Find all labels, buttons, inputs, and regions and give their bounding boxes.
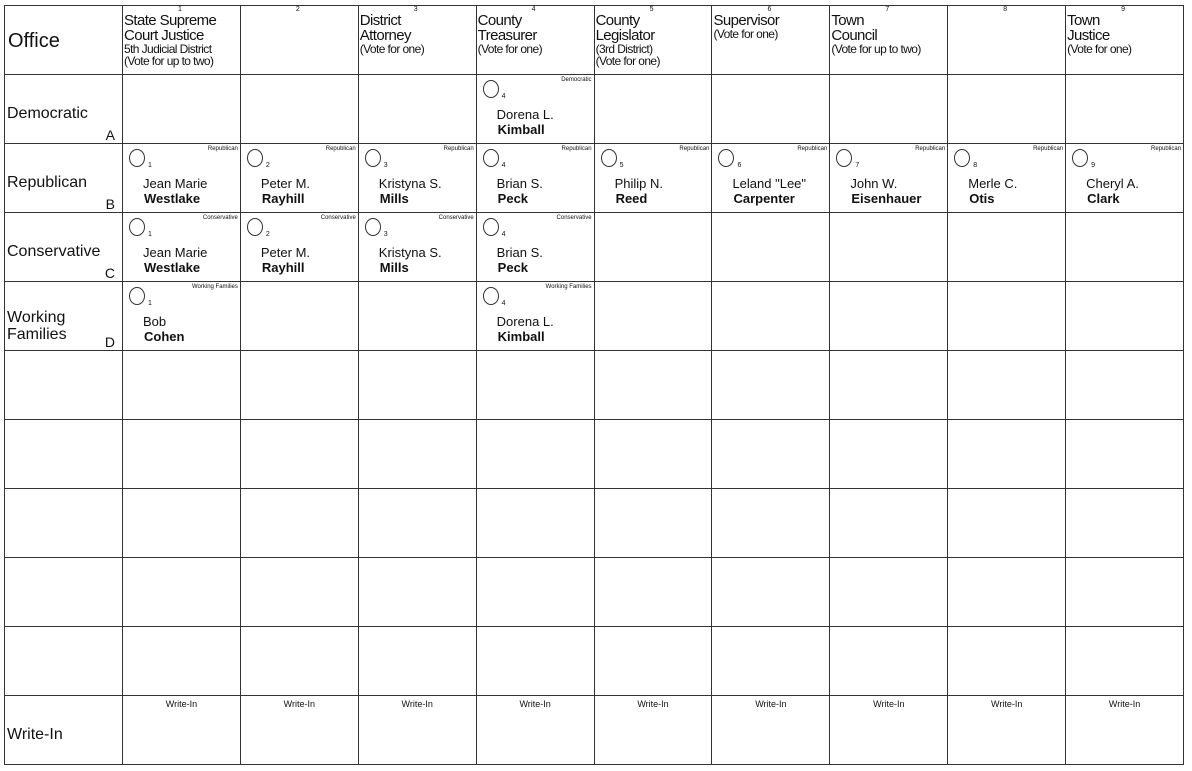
empty-cell	[712, 351, 830, 420]
party-name-line: Working	[7, 309, 66, 326]
empty-cell	[830, 213, 948, 282]
empty-cell	[5, 351, 123, 420]
party-name	[7, 243, 100, 260]
position-number: 2	[265, 162, 270, 169]
office-title: Justice	[1067, 27, 1110, 44]
party-label: Republican	[1150, 146, 1182, 152]
empty-cell	[358, 75, 476, 144]
party-label: Working Families	[191, 284, 238, 290]
empty-cell	[123, 75, 241, 144]
candidate-last-name: Kimball	[497, 122, 545, 137]
empty-cell	[712, 420, 830, 489]
empty-cell	[358, 420, 476, 489]
office-column-header	[476, 6, 594, 75]
empty-cell	[712, 213, 830, 282]
party-row	[5, 75, 1184, 144]
office-column-header	[1066, 6, 1184, 75]
office-title: Town	[831, 12, 864, 29]
vote-bubble[interactable]	[129, 218, 145, 236]
candidate-first-name: Kristyna S.	[378, 245, 442, 260]
empty-cell	[712, 75, 830, 144]
candidate-cell	[240, 144, 358, 213]
candidate-first-name: Brian S.	[496, 176, 543, 191]
position-number: 4	[501, 162, 506, 169]
position-number: 3	[383, 231, 388, 238]
candidate-last-name: Westlake	[144, 260, 201, 275]
candidate-cell	[712, 144, 830, 213]
position-number: 8	[973, 162, 978, 169]
empty-cell	[5, 558, 123, 627]
position-number: 2	[265, 231, 270, 238]
candidate-cell	[123, 144, 241, 213]
party-name-line: Democratic	[7, 105, 88, 122]
position-number: 4	[501, 231, 506, 238]
write-in-cell[interactable]	[948, 696, 1066, 765]
vote-bubble[interactable]	[247, 218, 263, 236]
candidate-first-name: Merle C.	[968, 176, 1018, 191]
office-title: State Supreme	[124, 12, 217, 29]
blank-row	[5, 489, 1184, 558]
candidate-last-name: Kimball	[497, 329, 545, 344]
party-name-line: Republican	[7, 174, 88, 191]
vote-bubble[interactable]	[483, 80, 499, 98]
ballot-table	[4, 5, 1184, 765]
party-name-line: Families	[7, 326, 67, 343]
empty-cell	[594, 558, 712, 627]
empty-cell	[123, 627, 241, 696]
position-number: 5	[619, 162, 624, 169]
empty-cell	[476, 558, 594, 627]
candidate-first-name: Peter M.	[260, 176, 311, 191]
position-number: 6	[737, 162, 742, 169]
vote-bubble[interactable]	[365, 218, 381, 236]
party-label: Conservative	[202, 215, 238, 221]
party-name	[7, 309, 67, 343]
position-number: 1	[148, 162, 152, 169]
write-in-cell[interactable]	[123, 696, 241, 765]
column-number: 6	[767, 6, 772, 13]
party-name	[7, 174, 87, 191]
column-number: 3	[413, 6, 418, 13]
write-in-cell[interactable]	[358, 696, 476, 765]
empty-cell	[5, 420, 123, 489]
office-title-block	[713, 13, 779, 40]
party-name-cell	[5, 282, 123, 351]
empty-cell	[594, 213, 712, 282]
party-name-line: Conservative	[7, 243, 101, 260]
empty-cell	[594, 489, 712, 558]
write-in-label: Write-In	[283, 699, 315, 709]
party-label: Democratic	[561, 77, 592, 83]
write-in-row	[5, 696, 1184, 765]
vote-bubble[interactable]	[836, 149, 852, 167]
empty-cell	[476, 489, 594, 558]
candidate-cell	[476, 144, 594, 213]
empty-cell	[5, 489, 123, 558]
empty-cell	[594, 351, 712, 420]
candidate-last-name: Rayhill	[261, 191, 305, 206]
empty-cell	[240, 558, 358, 627]
column-number: 8	[1003, 6, 1008, 13]
office-column-header	[123, 6, 241, 75]
blank-row	[5, 420, 1184, 489]
candidate-first-name: Jean Marie	[143, 245, 208, 260]
empty-cell	[476, 420, 594, 489]
office-title: Town	[1067, 12, 1100, 29]
candidate-last-name: Peck	[497, 191, 529, 206]
blank-row	[5, 351, 1184, 420]
empty-cell	[830, 489, 948, 558]
write-in-cell[interactable]	[476, 696, 594, 765]
office-column-header	[240, 6, 358, 75]
empty-cell	[240, 282, 358, 351]
ballot	[4, 5, 1183, 766]
empty-cell	[830, 75, 948, 144]
empty-cell	[830, 282, 948, 351]
office-title-block	[360, 13, 424, 55]
empty-cell	[1066, 489, 1184, 558]
candidate-first-name: Bob	[143, 314, 167, 329]
empty-cell	[1066, 351, 1184, 420]
write-in-row-label-cell	[5, 696, 123, 765]
candidate-last-name: Otis	[969, 191, 995, 206]
party-label: Working Families	[545, 284, 592, 290]
office-title-block	[124, 13, 216, 67]
candidate-cell	[240, 213, 358, 282]
position-number: 3	[383, 162, 388, 169]
party-label: Conservative	[556, 215, 592, 221]
empty-cell	[830, 420, 948, 489]
empty-cell	[948, 489, 1066, 558]
candidate-cell	[476, 282, 594, 351]
position-number: 1	[148, 300, 152, 307]
column-number: 4	[531, 6, 536, 13]
candidate-first-name: Jean Marie	[143, 176, 208, 191]
party-label: Republican	[797, 146, 828, 152]
empty-cell	[948, 213, 1066, 282]
office-subtitle: (Vote for up to two)	[831, 42, 921, 56]
candidate-first-name: Philip N.	[614, 176, 663, 191]
write-in-label: Write-In	[519, 699, 551, 709]
candidate-cell	[948, 144, 1066, 213]
empty-cell	[948, 558, 1066, 627]
empty-cell	[476, 627, 594, 696]
party-label: Republican	[915, 146, 946, 152]
vote-bubble[interactable]	[129, 287, 145, 305]
office-title-block	[596, 13, 660, 67]
party-label: Conservative	[438, 215, 474, 221]
candidate-cell	[830, 144, 948, 213]
party-label: Republican	[561, 146, 592, 152]
empty-cell	[948, 420, 1066, 489]
vote-bubble[interactable]	[365, 149, 381, 167]
office-header-cell	[5, 6, 123, 75]
party-row-letter: C	[104, 265, 115, 281]
candidate-first-name: Dorena L.	[496, 107, 554, 122]
office-title-block	[831, 13, 920, 55]
candidate-cell	[594, 144, 712, 213]
empty-cell	[358, 351, 476, 420]
blank-row	[5, 558, 1184, 627]
office-subtitle: (Vote for one)	[477, 42, 542, 56]
write-in-label: Write-In	[1108, 699, 1141, 709]
empty-cell	[594, 282, 712, 351]
position-number: 9	[1091, 162, 1096, 169]
empty-cell	[594, 75, 712, 144]
empty-cell	[948, 75, 1066, 144]
write-in-label: Write-In	[873, 699, 905, 709]
empty-cell	[1066, 420, 1184, 489]
write-in-row-label: Write-In	[7, 726, 63, 743]
office-title-block	[1067, 13, 1131, 55]
empty-cell	[123, 489, 241, 558]
write-in-label: Write-In	[991, 699, 1023, 709]
candidate-cell	[358, 144, 476, 213]
candidate-last-name: Mills	[379, 260, 409, 275]
empty-cell	[594, 420, 712, 489]
candidate-last-name: Westlake	[144, 191, 201, 206]
party-label: Conservative	[320, 215, 356, 221]
empty-cell	[830, 351, 948, 420]
candidate-first-name: Peter M.	[260, 245, 311, 260]
office-title: County	[477, 12, 522, 29]
candidate-cell	[476, 213, 594, 282]
empty-cell	[358, 627, 476, 696]
office-column-header	[594, 6, 712, 75]
candidate-cell	[123, 282, 241, 351]
vote-bubble[interactable]	[483, 218, 499, 236]
office-subtitle: (Vote for one)	[595, 54, 660, 68]
candidate-last-name: Mills	[379, 191, 409, 206]
position-number: 4	[501, 300, 506, 307]
empty-cell	[358, 489, 476, 558]
empty-cell	[358, 282, 476, 351]
party-label: Republican	[1033, 146, 1064, 152]
empty-cell	[712, 558, 830, 627]
office-title: County	[595, 12, 640, 29]
empty-cell	[1066, 75, 1184, 144]
party-row-letter: D	[104, 334, 115, 350]
candidate-last-name: Eisenhauer	[851, 191, 922, 206]
empty-cell	[123, 558, 241, 627]
empty-cell	[712, 627, 830, 696]
empty-cell	[948, 282, 1066, 351]
party-label: Republican	[207, 146, 238, 152]
party-row-letter: B	[105, 196, 115, 212]
candidate-cell	[1066, 144, 1184, 213]
party-name-cell	[5, 75, 123, 144]
empty-cell	[240, 351, 358, 420]
vote-bubble[interactable]	[601, 149, 617, 167]
write-in-cell[interactable]	[1066, 696, 1184, 765]
column-number: 5	[649, 6, 654, 13]
empty-cell	[123, 351, 241, 420]
empty-cell	[240, 489, 358, 558]
candidate-last-name: Peck	[497, 260, 529, 275]
empty-cell	[830, 558, 948, 627]
party-row	[5, 282, 1184, 351]
header-row	[5, 6, 1184, 75]
office-subtitle: (Vote for one)	[713, 27, 778, 41]
position-number: 1	[148, 231, 152, 238]
party-row	[5, 213, 1184, 282]
office-title: Legislator	[595, 27, 655, 44]
office-subtitle: 5th Judicial District	[124, 42, 212, 56]
candidate-last-name: Rayhill	[261, 260, 305, 275]
candidate-first-name: John W.	[850, 176, 898, 191]
vote-bubble[interactable]	[1072, 149, 1088, 167]
empty-cell	[712, 489, 830, 558]
write-in-label: Write-In	[401, 699, 433, 709]
vote-bubble[interactable]	[129, 149, 145, 167]
empty-cell	[240, 75, 358, 144]
empty-cell	[240, 627, 358, 696]
candidate-first-name: Cheryl A.	[1086, 176, 1139, 191]
vote-bubble[interactable]	[247, 149, 263, 167]
party-row-letter: A	[105, 127, 115, 143]
office-subtitle: (Vote for one)	[1067, 42, 1132, 56]
candidate-last-name: Clark	[1087, 191, 1120, 206]
party-label: Republican	[325, 146, 356, 152]
candidate-last-name: Reed	[615, 191, 648, 206]
candidate-cell	[358, 213, 476, 282]
write-in-label: Write-In	[165, 699, 198, 709]
empty-cell	[1066, 627, 1184, 696]
empty-cell	[594, 627, 712, 696]
write-in-cell[interactable]	[830, 696, 948, 765]
office-title: Supervisor	[713, 12, 780, 29]
party-name-cell	[5, 213, 123, 282]
office-subtitle: (3rd District)	[595, 42, 653, 56]
party-name-cell	[5, 144, 123, 213]
office-label: Office	[8, 30, 60, 52]
office-subtitle: (Vote for one)	[359, 42, 425, 56]
empty-cell	[1066, 213, 1184, 282]
office-title-block	[478, 13, 542, 55]
candidate-cell	[123, 213, 241, 282]
write-in-label: Write-In	[755, 699, 787, 709]
office-column-header	[358, 6, 476, 75]
empty-cell	[476, 351, 594, 420]
empty-cell	[830, 627, 948, 696]
party-label: Republican	[679, 146, 710, 152]
write-in-cell[interactable]	[594, 696, 712, 765]
candidate-first-name: Leland "Lee"	[732, 176, 807, 191]
party-label: Republican	[443, 146, 474, 152]
party-row	[5, 144, 1184, 213]
empty-cell	[1066, 282, 1184, 351]
empty-cell	[948, 351, 1066, 420]
write-in-label: Write-In	[637, 699, 669, 709]
office-column-header	[830, 6, 948, 75]
party-name	[7, 105, 88, 122]
office-title: District	[359, 12, 401, 29]
empty-cell	[5, 627, 123, 696]
write-in-cell[interactable]	[240, 696, 358, 765]
column-number: 2	[295, 6, 300, 13]
office-column-header	[712, 6, 830, 75]
vote-bubble[interactable]	[954, 149, 970, 167]
office-subtitle: (Vote for up to two)	[124, 54, 214, 68]
office-title: Council	[831, 27, 878, 44]
empty-cell	[240, 420, 358, 489]
position-number: 7	[855, 162, 860, 169]
candidate-last-name: Carpenter	[733, 191, 795, 206]
write-in-cell[interactable]	[712, 696, 830, 765]
column-number: 7	[885, 6, 890, 13]
candidate-last-name: Cohen	[144, 329, 185, 344]
vote-bubble[interactable]	[483, 287, 499, 305]
office-title: Attorney	[359, 27, 411, 44]
position-number: 4	[501, 93, 506, 100]
vote-bubble[interactable]	[483, 149, 499, 167]
office-title: Treasurer	[477, 27, 537, 44]
candidate-first-name: Kristyna S.	[378, 176, 442, 191]
column-number: 9	[1121, 6, 1126, 13]
candidate-first-name: Dorena L.	[496, 314, 554, 329]
vote-bubble[interactable]	[718, 149, 734, 167]
empty-cell	[358, 558, 476, 627]
candidate-cell	[476, 75, 594, 144]
empty-cell	[712, 282, 830, 351]
empty-cell	[1066, 558, 1184, 627]
empty-cell	[948, 627, 1066, 696]
column-number: 1	[178, 6, 182, 13]
office-column-header	[948, 6, 1066, 75]
blank-row	[5, 627, 1184, 696]
office-title: Court Justice	[124, 27, 204, 44]
candidate-first-name: Brian S.	[496, 245, 543, 260]
empty-cell	[123, 420, 241, 489]
